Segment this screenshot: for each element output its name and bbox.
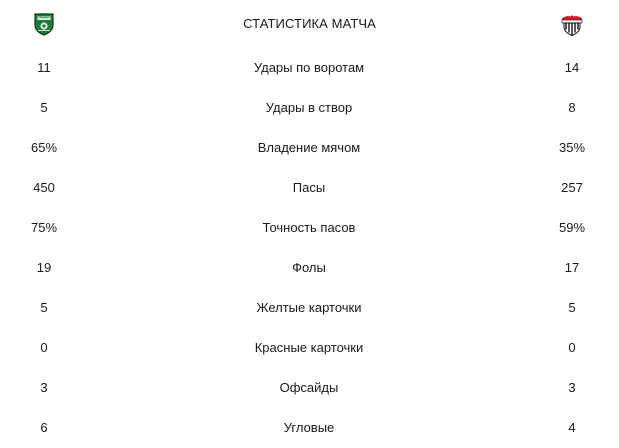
away-value: 0: [568, 340, 576, 355]
away-value: 59%: [558, 220, 586, 235]
stat-row-fouls: [0, 258, 619, 278]
away-value: 5: [568, 300, 576, 315]
page-title: СТАТИСТИКА МАТЧА: [243, 16, 376, 31]
stat-label: Красные карточки: [254, 340, 364, 355]
stat-label: Угловые: [283, 420, 335, 435]
home-value: 450: [33, 180, 55, 195]
home-value: 11: [37, 60, 51, 75]
stat-row-shots-on-target: [0, 98, 619, 118]
stat-label: Точность пасов: [262, 220, 356, 235]
home-value: 5: [40, 100, 48, 115]
home-value: 75%: [30, 220, 58, 235]
home-value: 65%: [30, 140, 58, 155]
home-value: 5: [40, 300, 48, 315]
stat-row-red-cards: [0, 338, 619, 358]
home-value: 3: [40, 380, 48, 395]
away-value: 14: [564, 60, 580, 75]
home-value: 0: [40, 340, 48, 355]
stat-label: Владение мячом: [257, 140, 361, 155]
away-value: 257: [561, 180, 583, 195]
away-value: 8: [568, 100, 576, 115]
stat-row-possession: [0, 138, 619, 158]
stat-label: Удары по воротам: [253, 60, 365, 75]
stat-row-pass-accuracy: [0, 218, 619, 238]
stat-row-shots: [0, 58, 619, 78]
away-value: 4: [568, 420, 576, 435]
away-value: 35%: [558, 140, 586, 155]
stat-row-yellow-cards: [0, 298, 619, 318]
away-value: 3: [568, 380, 576, 395]
stat-label: Удары в створ: [265, 100, 353, 115]
stats-header: [0, 0, 619, 46]
stat-label: Желтые карточки: [256, 300, 362, 315]
home-value: 19: [36, 260, 52, 275]
stat-label: Пасы: [292, 180, 326, 195]
stat-row-corners: [0, 418, 619, 438]
home-value: 6: [40, 420, 48, 435]
stat-label: Офсайды: [279, 380, 339, 395]
away-team-crest-icon: [559, 11, 585, 37]
away-value: 17: [564, 260, 580, 275]
stat-label: Фолы: [292, 260, 326, 275]
stat-row-passes: [0, 178, 619, 198]
stat-row-offsides: [0, 378, 619, 398]
